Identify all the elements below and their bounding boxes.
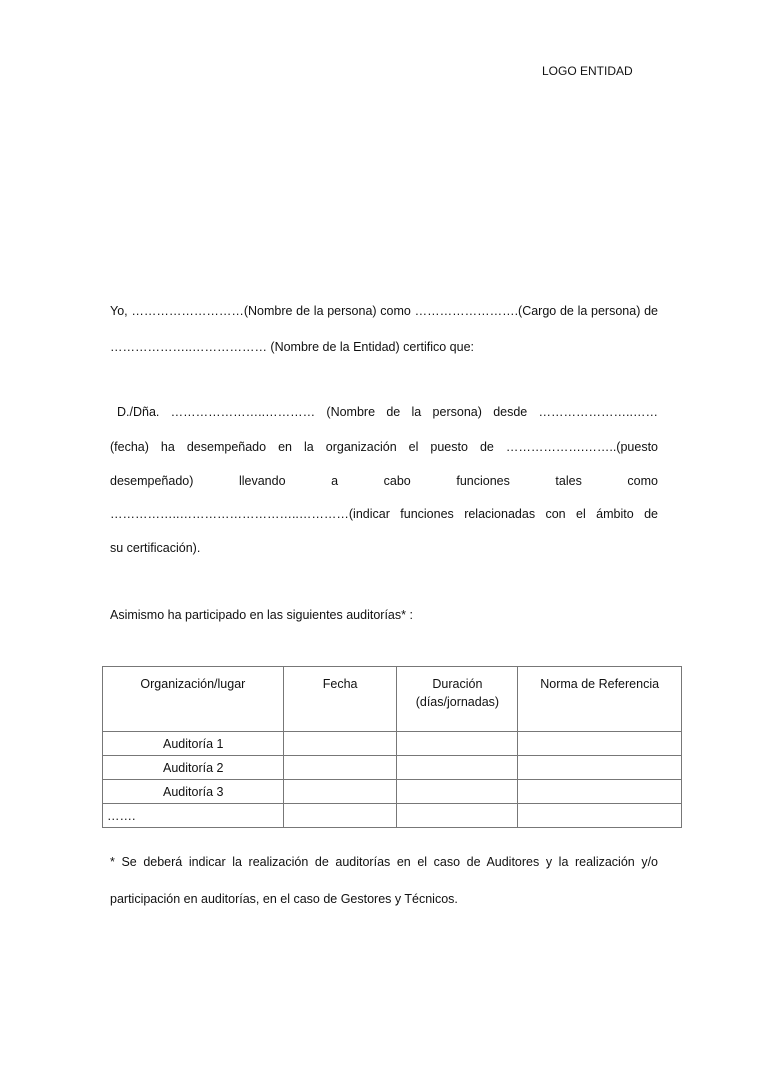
- cell: [283, 756, 397, 780]
- table-row: [103, 804, 682, 828]
- cell: [397, 780, 518, 804]
- cell: [518, 732, 682, 756]
- cell: [518, 804, 682, 828]
- audits-table: [102, 666, 682, 828]
- header-duracion-sub: (días/jornadas): [415, 695, 500, 709]
- cell: [397, 804, 518, 828]
- footnote-line: participación en auditorías, en el caso de Gestores y Técnicos.: [110, 892, 458, 906]
- header-duracion: [397, 667, 518, 732]
- audit-name: Auditoría 3: [103, 780, 284, 804]
- paragraph-line: Yo, ………………………(Nombre de la persona) como …………………….(Cargo de la persona) de: [110, 304, 658, 318]
- cell: [283, 804, 397, 828]
- cell: [397, 756, 518, 780]
- cell: [283, 732, 397, 756]
- paragraph-line: ……………..………………………..…………(indicar funciones relacionadas con el ámbito de: [110, 507, 658, 521]
- audit-name: Auditoría 2: [103, 756, 284, 780]
- paragraph-line: (fecha) ha desempeñado en la organización el puesto de ……………….……..(puesto: [110, 440, 658, 454]
- paragraph-line: su certificación).: [110, 541, 201, 555]
- footnote-line: * Se deberá indicar la realización de auditorías en el caso de Auditores y la realización y/o: [110, 855, 658, 869]
- cell: [518, 780, 682, 804]
- header-duracion-label: Duración: [432, 677, 483, 691]
- table-row: [103, 732, 682, 756]
- table-row: [103, 756, 682, 780]
- paragraph-line: D./Dña. …………………..………… (Nombre de la persona) desde …………………..……: [117, 405, 658, 419]
- cell: [283, 780, 397, 804]
- paragraph-line: ………………..……………… (Nombre de la Entidad) certifico que:: [110, 340, 474, 354]
- cell: [397, 732, 518, 756]
- audit-name: Auditoría 1: [103, 732, 284, 756]
- header-norma: Norma de Referencia: [518, 667, 682, 732]
- cell: [518, 756, 682, 780]
- table-header-row: [103, 667, 682, 732]
- audit-name: …….: [103, 804, 284, 828]
- paragraph-line: Asimismo ha participado en las siguientes auditorías* :: [110, 608, 413, 622]
- header-organizacion: Organización/lugar: [103, 667, 284, 732]
- table-row: [103, 780, 682, 804]
- paragraph-line: desempeñado) llevando a cabo funciones tales como: [110, 474, 658, 488]
- header-fecha: Fecha: [283, 667, 397, 732]
- logo-placeholder: LOGO ENTIDAD: [542, 64, 633, 78]
